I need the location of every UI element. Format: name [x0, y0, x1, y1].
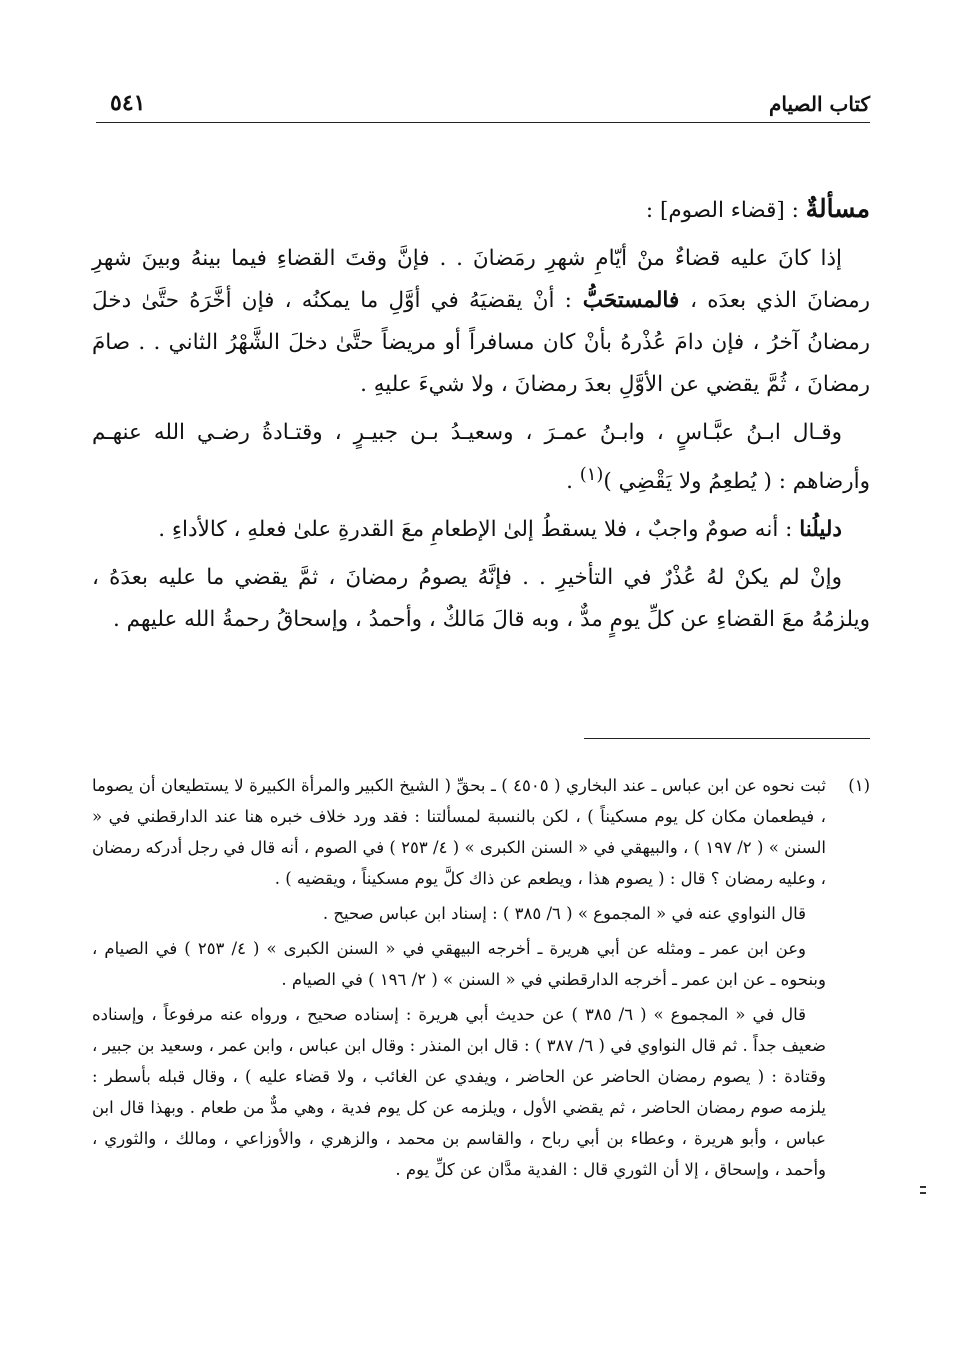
footnote-separator	[584, 738, 870, 739]
paragraph-3	[92, 509, 870, 551]
masala-heading	[92, 188, 870, 232]
masala-label: مسألةٌ	[805, 194, 870, 223]
margin-mark	[920, 1186, 926, 1188]
footnotes	[92, 770, 870, 1189]
footnote-body	[92, 770, 826, 1189]
paragraph-2	[92, 412, 870, 503]
running-header	[96, 88, 870, 123]
page-number: ٥٤١	[110, 90, 146, 116]
paragraph-1	[92, 238, 870, 406]
footnote-para-1: ثبت نحوه عن ابن عباس ـ عند البخاري ( ٤٥٠٥ ) ـ بحقِّ ( الشيخ الكبير والمرأة الكبيرة لا يستطيعان أن يصوما ، فيطعمان مكان كل يوم مسكيناً ) ، لكن بالنسبة لمسألتنا : فقد ورد خلاف خبره هنا عند الدارقطني في « السنن » ( ٢/ ١٩٧ ) ، والبيهقي في « السنن الكبرى » ( ٤/ ٢٥٣ ) في الصوم ، أنه قال في رجل أدركه رمضان ، وعليه رمضان ؟ قال : ( يصوم هذا ، ويطعم عن ذاك كلَّ يوم مسكيناً ، ويقضيه ) .	[92, 776, 826, 888]
paragraph-2-text: وقـال ابـنُ عبَّـاسٍ ، وابـنُ عمـرَ ، وسعيـدُ بـن جبيـرٍ ، وقتـادةُ رضـي الله عنهـم وأرضاهم : ( يُطعِمُ ولا يَقْضِي )	[92, 420, 870, 495]
paragraph-4	[92, 557, 870, 641]
masala-title: : [قضاء الصوم] :	[645, 198, 806, 223]
mustahab-term: فالمستحَبُّ	[571, 288, 691, 313]
main-text	[92, 188, 870, 647]
paragraph-2-end: .	[566, 469, 580, 495]
book-title: كتاب الصيام	[769, 92, 870, 116]
paragraph-1-text: إذا كانَ عليه قضاءٌ منْ أيّامِ شهرِ رمَضانَ . . فإنَّ وقتَ القضاءِ فيما بينهُ وبينَ شهرِ رمضانَ الذي بعدَه ،	[92, 246, 871, 313]
dalil-text: : أنه صومٌ واجبٌ ، فلا يسقطُ إلىٰ الإطعامِ معَ القدرةِ علىٰ فعلهِ ، كالأداءِ .	[158, 517, 800, 543]
footnote-ref[interactable]: (١)	[579, 464, 604, 485]
footnote-para-4: قال في « المجموع » ( ٦/ ٣٨٥ ) عن حديث أبي هريرة : إسناده صحيح ، ورواه عنه مرفوعاً ، وإسناده ضعيف جداً . ثم قال النواوي في ( ٦/ ٣٨٧ ) : قال ابن المنذر : وقال ابن عباس ، وابن عمر ، وسعيد بن جبير ، وقتادة : ( يصوم رمضان الحاضر عن الحاضر ، ويفدي عن الغائب ، ولا قضاء عليه ) ، وقال قبله بأسطر : يلزمه صوم رمضان الحاضر ، ثم يقضي الأول ، ويلزمه عن كل يوم فدية ، وهي مدٌّ من طعام . وبهذا قال ابن عباس ، وأبو هريرة ، وعطاء بن أبي رباح ، والقاسم بن محمد ، والزهري ، والأوزاعي ، ومالك ، والثوري ، وأحمد ، وإسحاق ، إلا أن الثوري قال : الفدية مدَّان عن كلِّ يوم .	[92, 1005, 826, 1179]
footnote-para-2: قال النواوي عنه في « المجموع » ( ٦/ ٣٨٥ ) : إسناد ابن عباس صحيح .	[322, 904, 806, 923]
paragraph-4-text: وإنْ لم يكنْ لهُ عُذْرٌ في التأخيرِ . . فإنَّهُ يصومُ رمضانَ ، ثمَّ يقضي ما عليه بعدَهُ ، ويلزمُهُ معَ القضاءِ عن كلِّ يومٍ مدٌّ ، وبه قالَ مَالكٌ ، وأحمدُ ، وإسحاقُ رحمةُ الله عليهم .	[92, 565, 870, 633]
paragraph-1-cont: : أنْ يقضيَهُ في أوَّلِ ما يمكنُه ، فإن أخَّرَهُ حتَّىٰ دخلَ رمضانُ آخرُ ، فإن دامَ عُذْرهُ بأنْ كان مسافراً أو مريضاً حتَّىٰ دخلَ الشَّهْرُ الثاني . . صامَ رمضانَ ، ثُمَّ يقضي عن الأوَّلِ بعدَ رمضانَ ، ولا شيءَ عليهِ .	[92, 288, 870, 397]
dalil-label: دليلُنا	[799, 517, 842, 543]
margin-mark	[920, 1192, 926, 1194]
footnote-para-3: وعن ابن عمر ـ ومثله عن أبي هريرة ـ أخرجه البيهقي في « السنن الكبرى » ( ٤/ ٢٥٣ ) في الصيام ، وبنحوه ـ عن ابن عمر ـ أخرجه الدارقطني في « السنن » ( ٢/ ١٩٦ ) في الصيام .	[92, 939, 826, 989]
footnote-number: (١)	[848, 776, 870, 795]
footnote-1	[92, 770, 870, 1189]
